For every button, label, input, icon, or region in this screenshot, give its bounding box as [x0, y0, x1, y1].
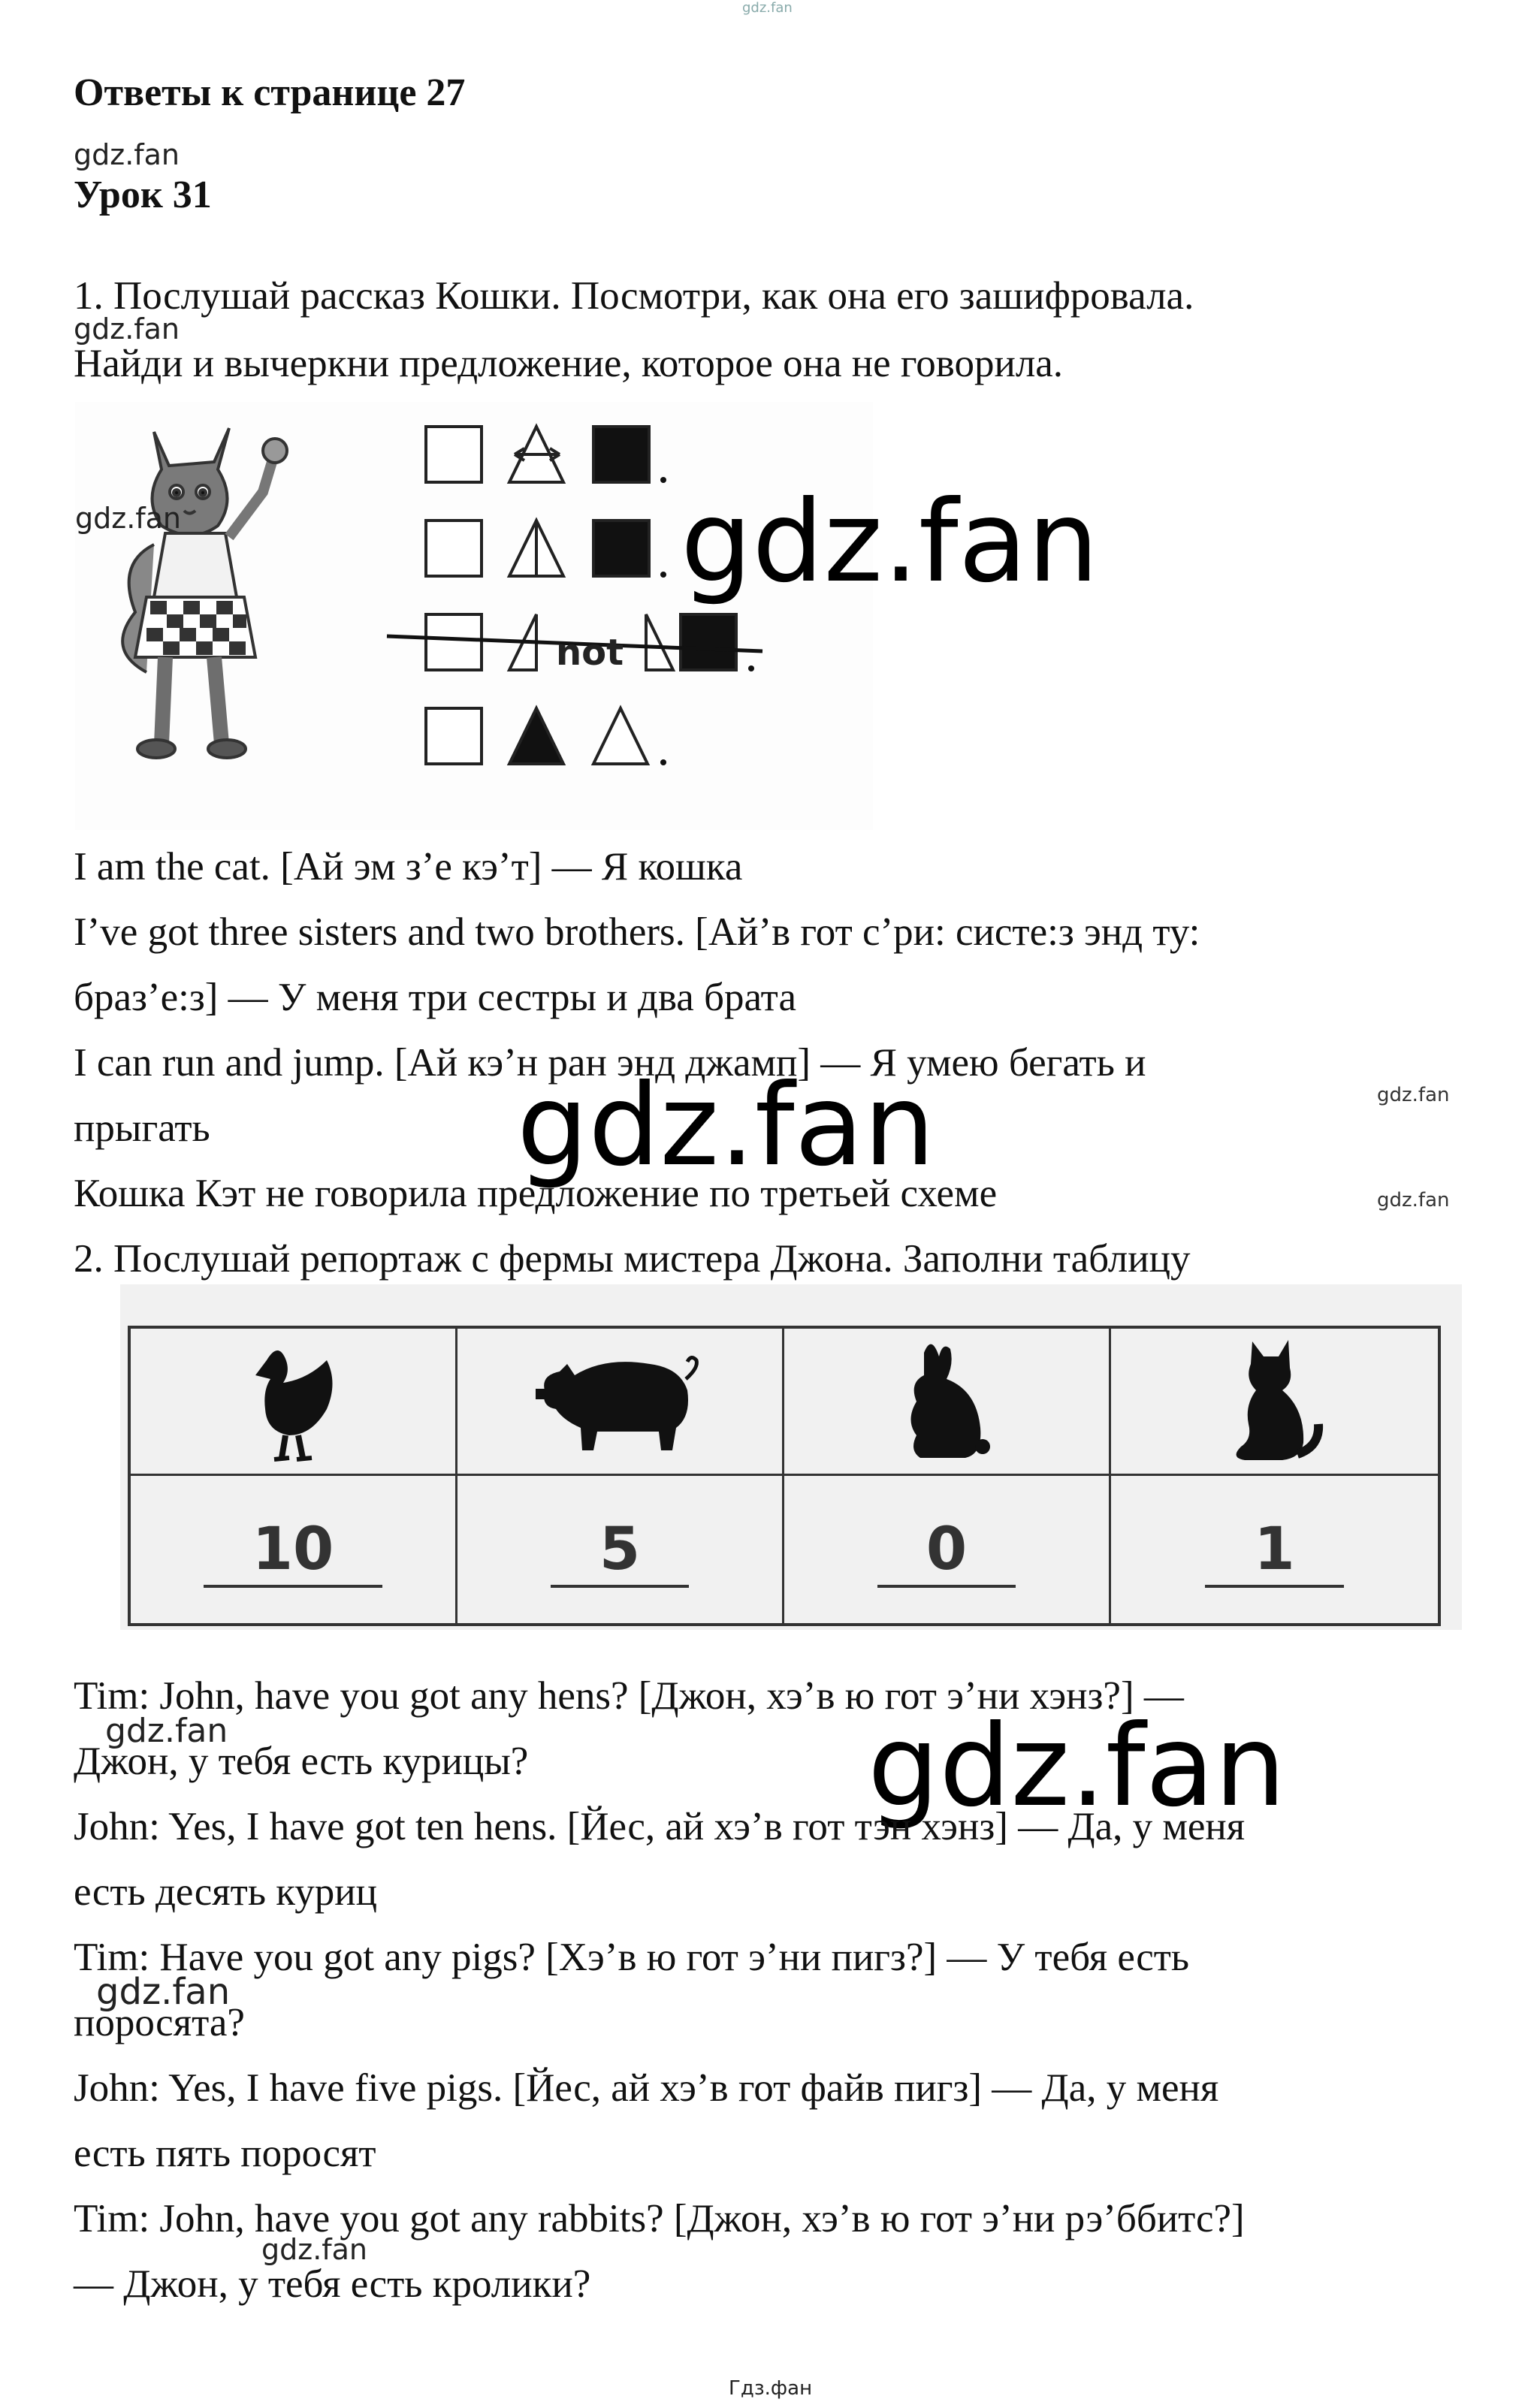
dialogue-line: Tim: Have you got any pigs? [Хэ’в ю гот э’ни пигз?] — У тебя есть	[74, 1936, 1190, 1979]
cat-icon	[1111, 1329, 1438, 1476]
schema-not-word: not	[556, 632, 624, 674]
big-watermark: gdz.fan	[517, 1061, 935, 1191]
side-watermark: gdz.fan	[1377, 1084, 1450, 1106]
dialogue-line: поросята?	[74, 2001, 245, 2044]
task2-line: 2. Послушай репортаж с фермы мистера Джона. Заполни таблицу	[74, 1237, 1191, 1281]
footer-watermark: Гдз.фан	[729, 2377, 813, 2400]
dialogue-line: John: Yes, I have got ten hens. [Йес, ай хэ’в гот тэн хэнз] — Да, у меня	[74, 1805, 1246, 1848]
task1-line1: 1. Послушай рассказ Кошки. Посмотри, как она его зашифровала.	[74, 274, 1194, 318]
answer-line: браз’е:з] — У меня три сестры и два брата	[74, 976, 796, 1019]
watermark-text: gdz.fan	[74, 312, 180, 346]
rabbits-count-cell	[784, 1476, 1111, 1623]
dialogue-line: есть десять куриц	[74, 1870, 377, 1914]
dialogue-line: Tim: John, have you got any rabbits? [Джон, хэ’в ю гот э’ни рэ’ббитс?]	[74, 2197, 1245, 2241]
dialogue-line: Джон, у тебя есть курицы?	[74, 1740, 529, 1783]
top-watermark: gdz.fan	[742, 0, 793, 16]
dialogue-line: — Джон, у тебя есть кролики?	[74, 2262, 591, 2306]
watermark-text: gdz.fan	[74, 138, 180, 171]
dialogue-line: Tim: John, have you got any hens? [Джон, хэ’в ю гот э’ни хэнз?] —	[74, 1674, 1184, 1718]
answer-line: I can run and jump. [Ай кэ’н ран энд джамп] — Я умею бегать и	[74, 1041, 1146, 1085]
pigs-count: 5	[599, 1516, 641, 1583]
lesson-title: Урок 31	[74, 174, 212, 216]
watermark-text: gdz.fan	[96, 1971, 231, 2013]
answer-line: Кошка Кэт не говорила предложение по третьей схеме	[74, 1172, 998, 1215]
pigs-count-cell	[457, 1476, 784, 1623]
watermark-text: gdz.fan	[261, 2233, 368, 2266]
farm-table-grid	[128, 1326, 1441, 1626]
answer-line: прыгать	[74, 1106, 210, 1150]
schema-row-2	[426, 521, 666, 578]
rabbits-count: 0	[926, 1516, 968, 1583]
side-watermark: gdz.fan	[1377, 1189, 1450, 1212]
big-watermark: gdz.fan	[868, 1701, 1286, 1832]
hens-count: 10	[252, 1516, 334, 1583]
watermark-text: gdz.fan	[105, 1712, 228, 1750]
farm-table	[120, 1284, 1462, 1630]
cat-schema-figure	[75, 402, 873, 830]
answer-line: I’ve got three sisters and two brothers. [Ай’в гот с’ри: систе:з энд ту:	[74, 910, 1200, 954]
rabbit-icon	[784, 1329, 1111, 1476]
hen-icon	[131, 1329, 457, 1476]
cat-schema-svg	[75, 402, 873, 830]
pig-icon	[457, 1329, 784, 1476]
cats-count: 1	[1254, 1516, 1295, 1583]
hens-count-cell	[131, 1476, 457, 1623]
schema-row-1	[426, 427, 666, 483]
dialogue-line: есть пять поросят	[74, 2132, 376, 2175]
watermark-text: gdz.fan	[75, 502, 182, 535]
dialogue-line: John: Yes, I have five pigs. [Йес, ай хэ’в гот файв пигз] — Да, у меня	[74, 2066, 1219, 2110]
cats-count-cell	[1111, 1476, 1438, 1623]
answer-line: I am the cat. [Ай эм з’е кэ’т] — Я кошка	[74, 845, 743, 889]
task1-line2: Найди и вычеркни предложение, которое она не говорила.	[74, 342, 1064, 385]
big-watermark: gdz.fan	[681, 477, 1099, 608]
cat-illustration	[122, 428, 287, 758]
schema-row-4	[426, 708, 666, 765]
page-heading: Ответы к странице 27	[74, 71, 466, 114]
